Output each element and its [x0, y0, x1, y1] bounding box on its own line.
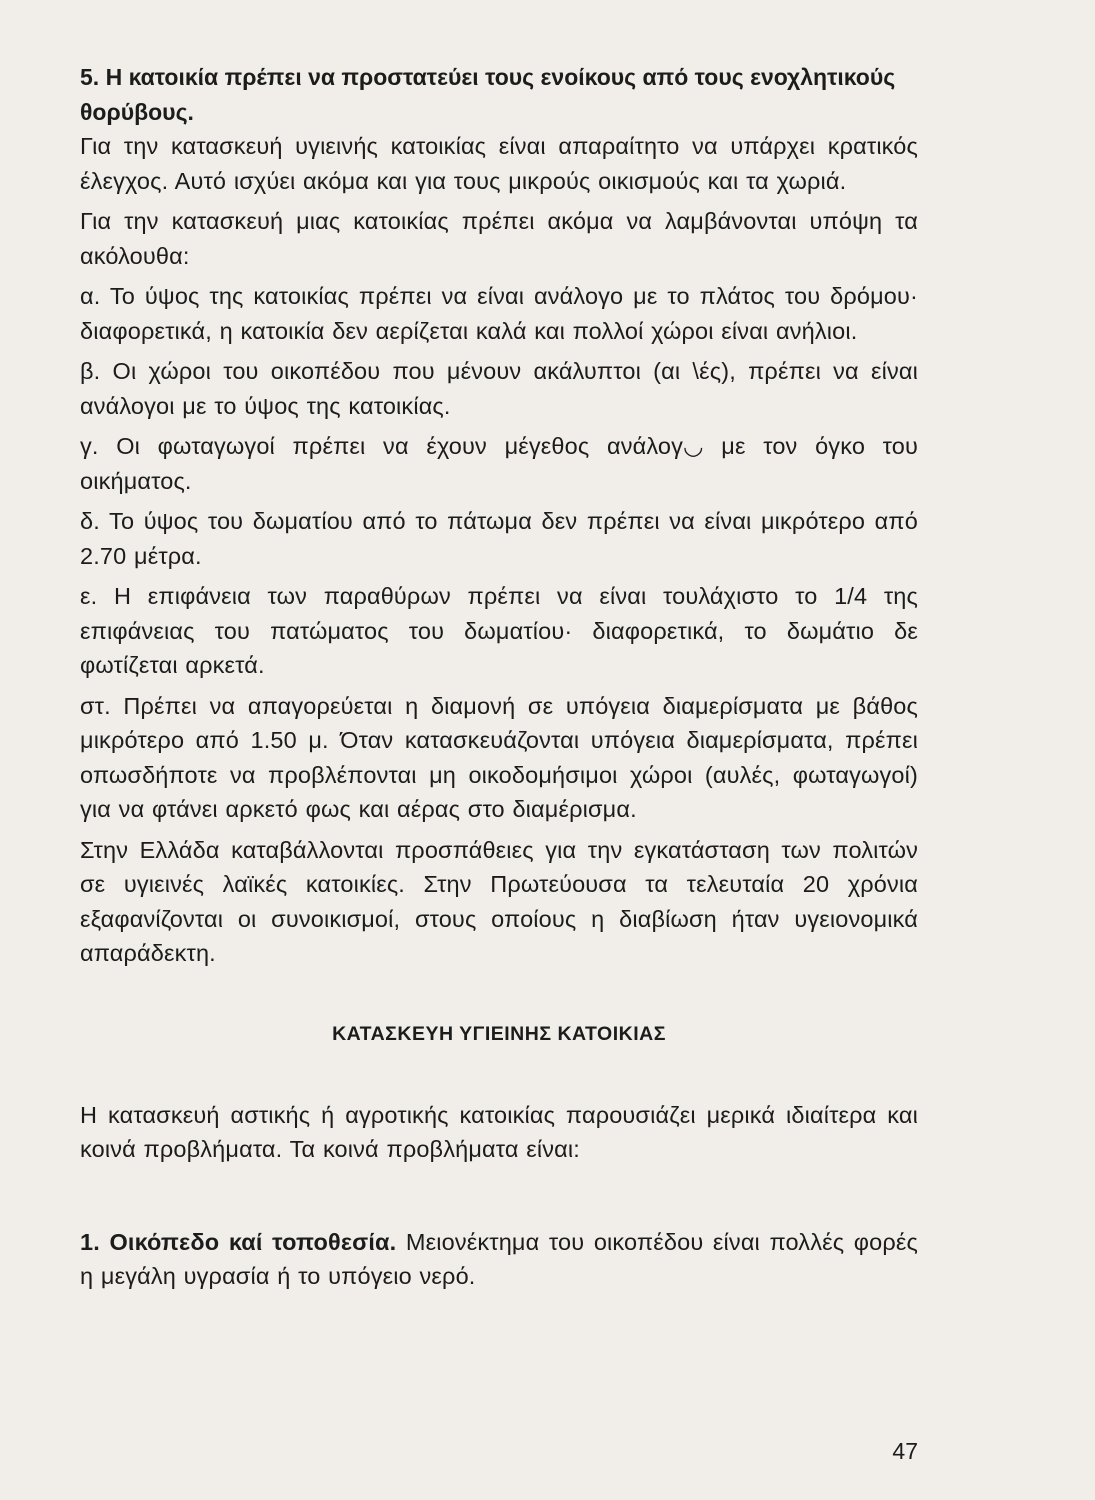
- section-intro: Η κατασκευή αστικής ή αγροτικής κατοικίας παρουσιάζει μερικά ιδιαίτερα και κοινά προβλήματα. Τα κοινά προβλήματα είναι:: [80, 1101, 918, 1162]
- item-1-text: Μειονέκτημα του οικοπέδου είναι πολλές φορές η μεγάλη υγρασία ή το υπόγειο νερό.: [80, 1228, 919, 1289]
- section-title: ΚΑΤΑΣΚΕΥΗ ΥΓΙΕΙΝΗΣ ΚΑΤΟΙΚΙΑΣ: [332, 1022, 666, 1045]
- paragraph-considerations: Για την κατασκευή μιας κατοικίας πρέπει ακόμα να λαμβάνονται υπόψη τα ακόλουθα:: [80, 208, 918, 269]
- page-number: 47: [892, 1438, 918, 1464]
- item-epsilon: ε. Η επιφάνεια των παραθύρων πρέπει να είναι τουλάχιστο το 1/4 της επιφάνειας του πατώματος του δωματίου· διαφορετικά, το δωμάτιο δε φωτίζεται αρκετά.: [80, 583, 918, 678]
- paragraph-greece: Στην Ελλάδα καταβάλλονται προσπάθειες για την εγκατάσταση των πολιτών σε υγιεινές λαϊκές κατοικίες. Στην Πρωτεύουσα τα τελευταία 20 χρόνια εξαφανίζονται οι συνοικισμοί, στους οποίους η διαβίωση ήταν υγειονομικά απαράδεκτη.: [80, 836, 918, 966]
- item-stigma: στ. Πρέπει να απαγορεύεται η διαμονή σε υπόγεια διαμερίσματα με βάθος μικρότερο από 1.50 μ. Όταν κατασκευάζονται υπόγεια διαμερίσματα, πρέπει οπωσδήποτε να προβλέπονται μη οικοδομήσιμοι χώροι (αυλές, φωταγωγοί) για να φτάνει αρκετό φως και αέρας στο διαμέρισμα.: [80, 692, 918, 822]
- item-alpha: α. Το ύψος της κατοικίας πρέπει να είναι ανάλογο με το πλάτος του δρόμου· διαφορετικά, η κατοικία δεν αερίζεται καλά και πολλοί χώροι είναι ανήλιοι.: [80, 283, 918, 344]
- item-beta: β. Οι χώροι του οικοπέδου που μένουν ακάλυπτοι (αι \ές), πρέπει να είναι ανάλογοι με το ύψος της κατοικίας.: [80, 358, 918, 419]
- item-delta: δ. Το ύψος του δωματίου από το πάτωμα δεν πρέπει να είναι μικρότερο από 2.70 μέτρα.: [80, 508, 918, 569]
- item-1-plot-and-location: [80, 1225, 918, 1294]
- paragraph-state-control: Για την κατασκευή υγιεινής κατοικίας είναι απαραίτητο να υπάρχει κρατικός έλεγχος. Αυτό ισχύει ακόμα και για τους μικρούς οικισμούς και τα χωριά.: [80, 133, 918, 194]
- item-5-heading: 5. Η κατοικία πρέπει να προστατεύει τους ενοίκους από τους ενοχλητικούς θορύβους.: [80, 64, 896, 125]
- document-page: [80, 60, 918, 1480]
- item-gamma: γ. Οι φωταγωγοί πρέπει να έχουν μέγεθος ανάλογ◡ με τον όγκο του οικήματος.: [80, 433, 918, 494]
- item-1-heading: 1. Οικόπεδο καί τοποθεσία.: [80, 1228, 397, 1255]
